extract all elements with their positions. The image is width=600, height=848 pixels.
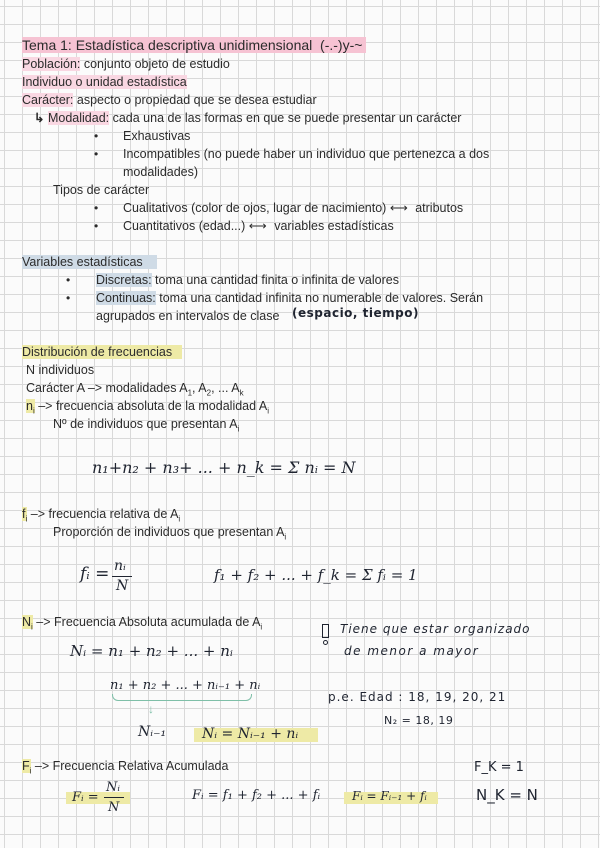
Fi-sum: Fᵢ = f₁ + f₂ + ... + fᵢ xyxy=(192,788,321,803)
term-poblacion: Población: xyxy=(22,57,81,71)
note-ejemplo: p.e. Edad : 18, 19, 20, 21 xyxy=(328,690,507,704)
sum-formula-n: n₁+n₂ + n₃+ ... + n_k = Σ nᵢ = N xyxy=(92,458,356,477)
ni-subtext: Nº de individuos que presentan $A_i$ xyxy=(53,417,240,434)
double-arrow-icon: ⟷ xyxy=(389,201,408,215)
fi-subtext: Proporción de individuos que presentan $A_i$ xyxy=(53,525,287,542)
note-espacio-tiempo: (espacio, tiempo) xyxy=(292,306,419,320)
Ni-recursive: Nᵢ = Nᵢ₋₁ + nᵢ xyxy=(202,726,299,742)
hook-arrow-icon: ↳ xyxy=(34,111,45,125)
bullet-icon: • xyxy=(94,219,99,233)
term-caracter: Carácter: xyxy=(22,93,74,107)
def-poblacion: Población: conjunto objeto de estudio xyxy=(22,57,230,71)
brace-line xyxy=(112,694,252,701)
tipo-cuantitativos: Cuantitativos (edad...) ⟷ variables estadísticas xyxy=(123,219,394,233)
exclamation-icon xyxy=(322,624,329,638)
bullet-incompatibles-cont: modalidades) xyxy=(123,165,199,179)
def-individuo xyxy=(22,74,187,90)
tipo-cualitativos: Cualitativos (color de ojos, lugar de nacimiento) ⟷ atributos xyxy=(123,201,464,215)
Fi-frac-label: Fᵢ = xyxy=(72,790,99,805)
def-caracter: Carácter: aspecto o propiedad que se desea estudiar xyxy=(22,93,317,107)
Fi-fraction-line xyxy=(104,797,124,798)
fi-fraction-den: N xyxy=(116,578,129,594)
Ni-definition: $N_i$ –> Frecuencia Absoluta acumulada de $A_i$ xyxy=(22,615,263,632)
term-individuo: Individuo o unidad estadística xyxy=(22,75,187,89)
note-organizado: Tiene que estar organizado xyxy=(340,622,531,636)
Fi-frac-den: N xyxy=(108,800,120,815)
bullet-icon: • xyxy=(94,129,99,143)
fi-definition: $f_i$ –> frecuencia relativa de $A_i$ xyxy=(22,507,181,524)
note-ejemplo-2: N₂ = 18, 19 xyxy=(384,714,454,727)
term-modalidad: Modalidad: xyxy=(47,111,110,125)
Fi-recursive: Fᵢ = Fᵢ₋₁ + fᵢ xyxy=(352,789,427,803)
ni-definition: $n_i$ –> frecuencia absoluta de la modalidad $A_i$ xyxy=(26,399,269,416)
Nk-note: N_K = N xyxy=(476,786,538,804)
term-continuas: Continuas: xyxy=(96,291,156,305)
Ni-formula: Nᵢ = n₁ + n₂ + ... + nᵢ xyxy=(70,642,233,660)
exclamation-dot-icon xyxy=(323,640,328,645)
note-menor-mayor: de menor a mayor xyxy=(344,644,480,658)
fi-sum-formula: f₁ + f₂ + ... + f_k = Σ fᵢ = 1 xyxy=(214,566,418,584)
var-continuas-line2: agrupados en intervalos de clase xyxy=(96,309,280,323)
Ni-expanded: n₁ + n₂ + ... + nᵢ₋₁ + nᵢ xyxy=(110,678,261,693)
bullet-icon: • xyxy=(66,273,71,287)
var-discretas: Discretas: toma una cantidad finita o infinita de valores xyxy=(96,273,399,287)
term-discretas: Discretas: xyxy=(96,273,152,287)
distribucion-line2: Carácter A –> modalidades $A_1$, $A_2$, ... $A_k$ xyxy=(26,381,244,398)
tipos-title: Tipos de carácter xyxy=(53,183,150,197)
var-continuas: Continuas: toma una cantidad infinita no numerable de valores. Serán xyxy=(96,291,484,305)
down-arrow-icon: ↓ xyxy=(148,702,154,716)
Fk-note: F_K = 1 xyxy=(474,760,524,775)
Fi-frac-num: Nᵢ xyxy=(106,780,120,795)
title-text: Tema 1: Estadística descriptiva unidimensional xyxy=(22,37,313,53)
fi-fraction-num: nᵢ xyxy=(114,558,126,574)
fi-formula: fᵢ = xyxy=(80,564,110,584)
Ni-minus: Nᵢ₋₁ xyxy=(138,724,167,740)
distribucion-title: Distribución de frecuencias xyxy=(22,344,182,360)
bullet-icon: • xyxy=(94,147,99,161)
title-emoticon: (-.-)y-~ xyxy=(320,37,363,53)
bullet-exhaustivas: Exhaustivas xyxy=(123,129,191,143)
bullet-icon: • xyxy=(66,291,71,305)
distribucion-line1: N individuos xyxy=(26,363,95,377)
bullet-icon: • xyxy=(94,201,99,215)
fi-fraction-line xyxy=(112,576,132,577)
Fi-definition: $F_i$ –> Frecuencia Relativa Acumulada xyxy=(22,759,229,776)
variables-title: Variables estadísticas xyxy=(22,254,157,270)
def-modalidad: ↳ Modalidad: cada una de las formas en que se puede presentar un carácter xyxy=(34,111,462,125)
bullet-incompatibles: Incompatibles (no puede haber un individuo que pertenezca a dos xyxy=(123,147,490,161)
page-title xyxy=(22,37,366,54)
double-arrow-icon: ⟷ xyxy=(248,219,267,233)
